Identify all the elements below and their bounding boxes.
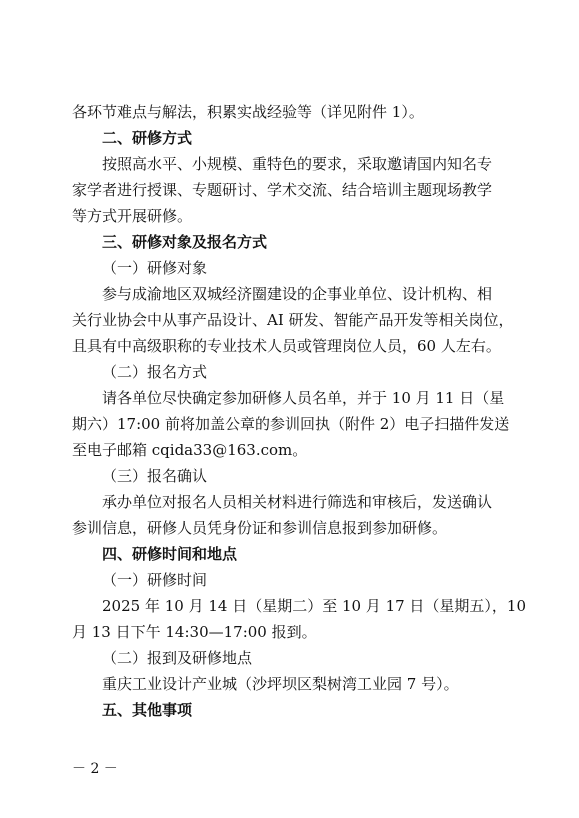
section-heading-2: 二、研修方式 xyxy=(102,129,193,147)
paragraph-line: 且具有中高级职称的专业技术人员或管理岗位人员，60 人左右。 xyxy=(72,337,501,355)
paragraph-line: 参与成渝地区双城经济圈建设的企事业单位、设计机构、相 xyxy=(102,285,493,303)
subsection-heading: （一）研修时间 xyxy=(102,571,208,589)
paragraph-line: 请各单位尽快确定参加研修人员名单，并于 10 月 11 日（星 xyxy=(102,389,505,407)
paragraph-line: 期六）17:00 前将加盖公章的参训回执（附件 2）电子扫描件发送 xyxy=(72,415,510,433)
paragraph-line-email: 至电子邮箱 cqida33@163.com。 xyxy=(72,441,308,459)
paragraph-line: 关行业协会中从事产品设计、AI 研发、智能产品开发等相关岗位， xyxy=(72,311,514,329)
paragraph-line: 各环节难点与解法，积累实战经验等（详见附件 1）。 xyxy=(72,103,424,121)
subsection-heading: （一）研修对象 xyxy=(102,259,208,277)
paragraph-line: 2025 年 10 月 14 日（星期二）至 10 月 17 日（星期五），10 xyxy=(102,597,527,615)
paragraph-line: 等方式开展研修。 xyxy=(72,207,193,225)
section-heading-4: 四、研修时间和地点 xyxy=(102,545,238,563)
subsection-heading: （二）报名方式 xyxy=(102,363,208,381)
paragraph-line: 参训信息，研修人员凭身份证和参训信息报到参加研修。 xyxy=(72,519,448,537)
page-number: － 2 － xyxy=(72,761,118,777)
section-heading-5: 五、其他事项 xyxy=(102,701,193,719)
paragraph-line: 按照高水平、小规模、重特色的要求，采取邀请国内知名专 xyxy=(102,155,493,173)
section-heading-3: 三、研修对象及报名方式 xyxy=(102,233,268,251)
paragraph-line: 重庆工业设计产业城（沙坪坝区梨树湾工业园 7 号）。 xyxy=(102,675,459,693)
subsection-heading: （三）报名确认 xyxy=(102,467,208,485)
subsection-heading: （二）报到及研修地点 xyxy=(102,649,253,667)
paragraph-line: 月 13 日下午 14:30—17:00 报到。 xyxy=(72,623,317,641)
paragraph-line: 家学者进行授课、专题研讨、学术交流、结合培训主题现场教学 xyxy=(72,181,493,199)
paragraph-line: 承办单位对报名人员相关材料进行筛选和审核后，发送确认 xyxy=(102,493,493,511)
